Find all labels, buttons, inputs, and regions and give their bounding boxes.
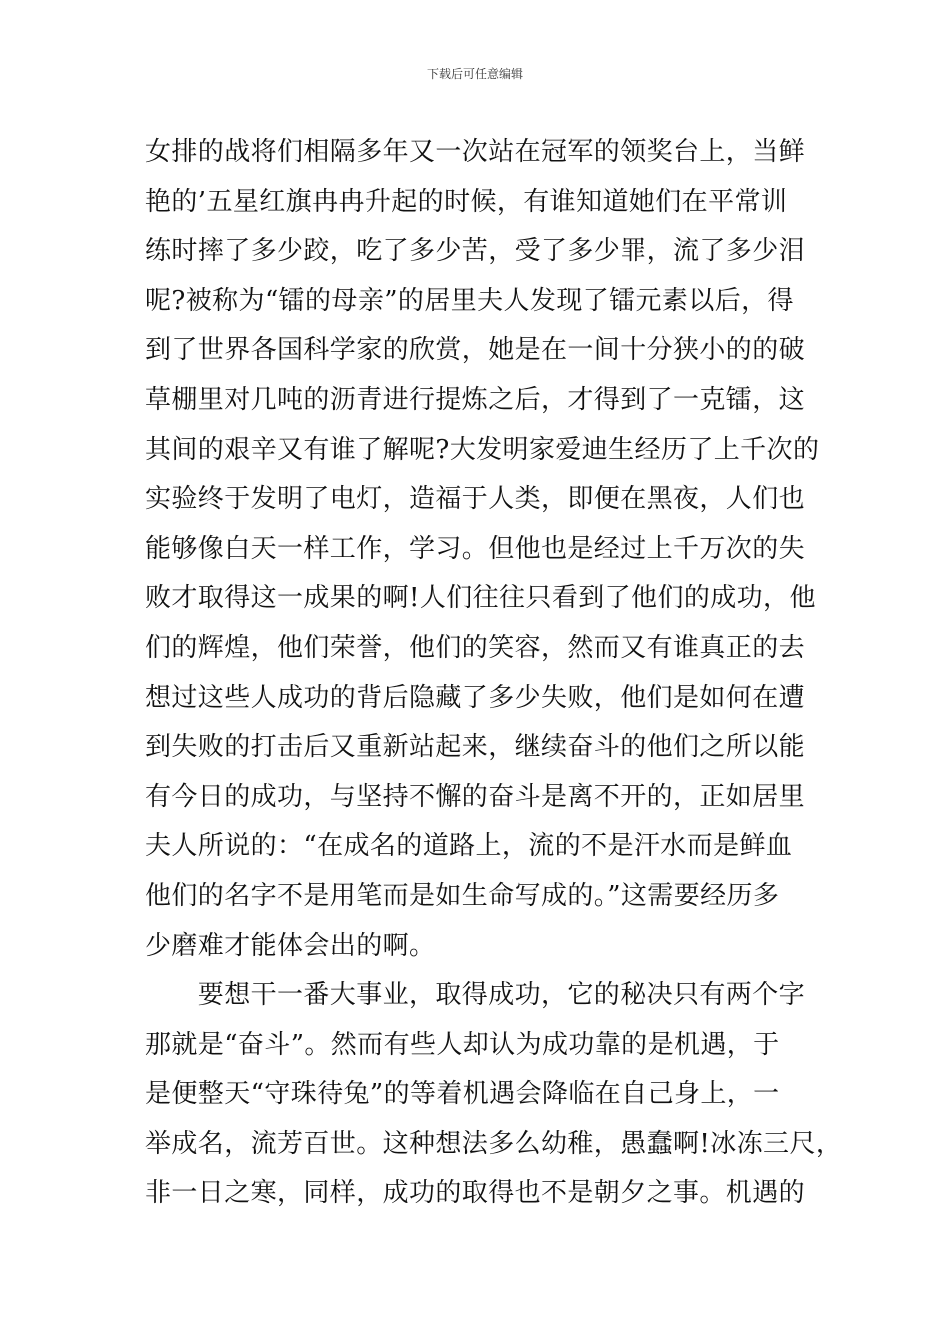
text-line: 是便整天“守珠待兔”的等着机遇会降临在自己身上，一	[145, 1079, 780, 1110]
text-line: 想过这些人成功的背后隐藏了多少失败，他们是如何在遭	[145, 682, 806, 713]
page-header: 下载后可任意编辑	[426, 67, 523, 81]
text-line: 到失败的打击后又重新站起来，继续奋斗的他们之所以能	[145, 732, 806, 763]
text-line: 举成名，流芳百世。这种想法多么幼稚，愚蠢啊!冰冻三尺，	[145, 1128, 843, 1159]
text-line: 能够像白天一样工作，学习。但他也是经过上千万次的失	[145, 533, 806, 564]
text-line: 夫人所说的：“在成名的道路上，流的不是汗水而是鲜血	[145, 831, 793, 862]
text-line: 其间的艰辛又有谁了解呢?大发明家爱迪生经历了上千次的	[145, 434, 820, 465]
text-line: 草棚里对几吨的沥青进行提炼之后，才得到了一克镭，这	[145, 384, 806, 415]
text-line: 练时摔了多少跤，吃了多少苦，受了多少罪，流了多少泪	[145, 236, 806, 267]
text-line: 那就是“奋斗”。然而有些人却认为成功靠的是机遇，于	[145, 1029, 780, 1060]
text-line: 有今日的成功，与坚持不懈的奋斗是离不开的，正如居里	[145, 781, 806, 812]
text-line: 呢?被称为“镭的母亲”的居里夫人发现了镭元素以后，得	[145, 285, 794, 316]
text-line: 少磨难才能体会出的啊。	[145, 930, 436, 961]
paragraph-start-line: 要想干一番大事业，取得成功，它的秘决只有两个字	[145, 980, 806, 1011]
text-line: 败才取得这一成果的啊!人们往往只看到了他们的成功，他	[145, 583, 816, 614]
text-line: 到了世界各国科学家的欣赏，她是在一间十分狭小的的破	[145, 335, 806, 366]
text-line: 实验终于发明了电灯，造福于人类，即便在黑夜，人们也	[145, 484, 806, 515]
text-line: 女排的战将们相隔多年又一次站在冠军的领奖台上，当鲜	[145, 137, 806, 167]
text-line: 他们的名字不是用笔而是如生命写成的。”这需要经历多	[145, 880, 780, 911]
document-body	[145, 128, 843, 1219]
text-line: 们的辉煌，他们荣誉，他们的笑容，然而又有谁真正的去	[145, 632, 806, 663]
text-line: 艳的’五星红旗冉冉升起的时候，有谁知道她们在平常训	[145, 186, 788, 217]
text-line: 非一日之寒，同样，成功的取得也不是朝夕之事。机遇的	[145, 1178, 806, 1209]
